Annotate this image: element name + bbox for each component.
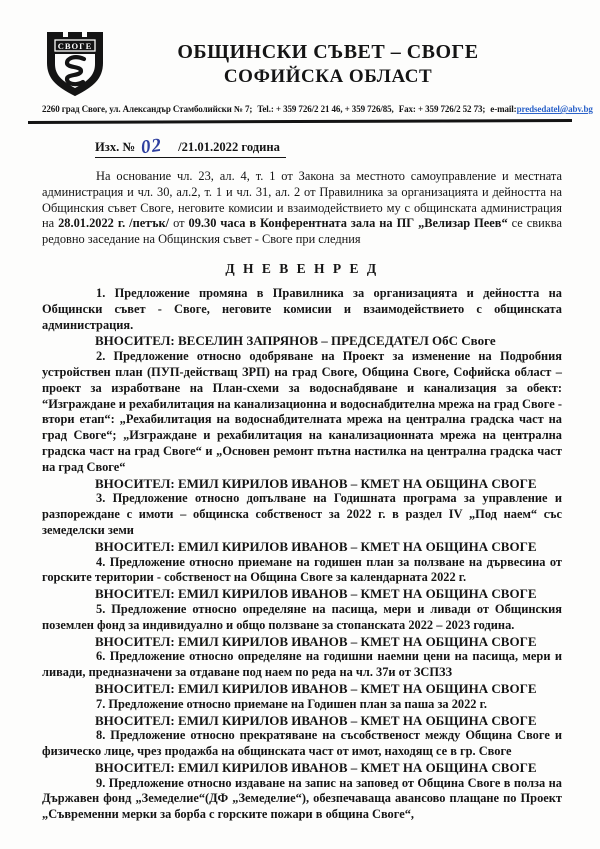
intro-segment: 28.01.2022 г. /петък/ (58, 216, 170, 231)
agenda-item-text: 8. Предложение относно прекратяване на съсобственост между Община Своге и физическо лице, чрез продажба на общинската част от имот, находящ се в гр. Своге (42, 728, 562, 759)
agenda-list (42, 286, 562, 823)
intro-segment: от (169, 216, 189, 231)
agenda-item-submitter: ВНОСИТЕЛ: ЕМИЛ КИРИЛОВ ИВАНОВ – КМЕТ НА ОБЩИНА СВОГЕ (95, 712, 537, 728)
agenda-item-text: 3. Предложение относно допълване на Годишната програма за управление и разпореждане с имоти – общинска собственост за 2022 г. в раздел IV „Под наем“ със земеделски земи (42, 491, 562, 537)
agenda-item-submitter: ВНОСИТЕЛ: ЕМИЛ КИРИЛОВ ИВАНОВ – КМЕТ НА ОБЩИНА СВОГЕ (95, 475, 537, 491)
agenda-item-submitter: ВНОСИТЕЛ: ВЕСЕЛИН ЗАПРЯНОВ – ПРЕДСЕДАТЕЛ ОбС Своге (95, 333, 496, 349)
org-name: ОБЩИНСКИ СЪВЕТ – СВОГЕ (177, 40, 479, 63)
fax-text: Fax: + 359 726/2 52 73; (398, 104, 486, 114)
agenda-item-text: 4. Предложение относно приемане на годишен план за ползване на дървесина от горските територии - собственост на Община Своге за календарната 2022 г. (42, 554, 562, 585)
contact-line (42, 104, 593, 114)
agenda-item-submitter: ВНОСИТЕЛ: ЕМИЛ КИРИЛОВ ИВАНОВ – КМЕТ НА ОБЩИНА СВОГЕ (95, 633, 537, 649)
handwritten-ref-number: 02 (139, 134, 164, 159)
coat-of-arms-logo (42, 30, 108, 98)
email-label: e-mail: (490, 104, 517, 114)
address-text: 2260 град Своге, ул. Александър Стамболийски № 7; (42, 104, 253, 114)
shield-icon (44, 30, 106, 98)
agenda-item-submitter: ВНОСИТЕЛ: ЕМИЛ КИРИЛОВ ИВАНОВ – КМЕТ НА ОБЩИНА СВОГЕ (95, 759, 537, 775)
agenda-item-submitter: ВНОСИТЕЛ: ЕМИЛ КИРИЛОВ ИВАНОВ – КМЕТ НА ОБЩИНА СВОГЕ (95, 586, 537, 602)
intro-segment: се свиква редовно заседание на Общинския съвет - Своге при следния (42, 216, 562, 247)
ref-prefix: Изх. № (95, 140, 136, 154)
agenda-item-submitter: ВНОСИТЕЛ: ЕМИЛ КИРИЛОВ ИВАНОВ – КМЕТ НА ОБЩИНА СВОГЕ (95, 680, 537, 696)
email-link[interactable]: predsedatel@abv.bg (516, 104, 593, 114)
agenda-item-text: 7. Предложение относно приемане на Годишен план за паша за 2022 г. (96, 696, 487, 711)
agenda-heading: Д Н Е В Е Н Р Е Д (225, 260, 379, 276)
agenda-item-text: 9. Предложение относно издаване на запис на заповед от Община Своге в полза на Държавен фонд „Земеделие“(ДФ „Земеделие“), обезпечаваща авансово плащане по Проект „Съвременни мерки за борба с горските пожари в община Своге“, (42, 775, 562, 822)
region-name: СОФИЙСКА ОБЛАСТ (223, 65, 433, 87)
agenda-item-text: 6. Предложение относно определяне на годишни наемни цени на пасища, мери и ливади, предназначени за отдаване под наем по реда на чл. 37и от ЗСПЗЗ (42, 649, 562, 680)
agenda-item-submitter: ВНОСИТЕЛ: ЕМИЛ КИРИЛОВ ИВАНОВ – КМЕТ НА ОБЩИНА СВОГЕ (95, 538, 537, 554)
intro-paragraph (42, 169, 562, 248)
ref-date: /21.01.2022 година (178, 140, 280, 154)
letterhead-titles (124, 41, 562, 88)
telephone-text: Tel.: + 359 726/2 21 46, + 359 726/85, (257, 104, 394, 114)
intro-segment: На основание чл. 23, ал. 4, т. 1 от Закона за местното самоуправление и местната администрация и чл. 30, ал.2, т. 1 и чл. 31, ал. 2 от Правилника за организацията и дейността на Общинския съвет Своге, неговите комисии и взаимодействието му с общинската администрация на (42, 169, 562, 231)
letterhead (42, 30, 562, 98)
intro-segment: 09.30 часа в Конферентната зала на ПГ „Велизар Пеев“ (188, 216, 508, 231)
agenda-item-text: 5. Предложение относно определяне на пасища, мери и ливади от Общинския поземлен фонд за индивидуално и общо ползване за стопанската 2022 – 2023 година. (42, 601, 562, 632)
agenda-item-text: 2. Предложение относно одобряване на Проект за изменение на Подробния устройствен план (ПУП-действащ ЗРП) на град Своге, Община Своге, Софийска област – проект за изработване на План-схеми за водоснабдяване и канализация за обект: “Изграждане и рехабилитация на канализационна и водоснабдителна мрежа на град Своге - втори етап“: „Рехабилитация на водоснабдителната мрежа на централна градска част на град Своге“; „Изграждане и рехабилитация на канализационната мрежа на централна градска част на град Своге“ и „Основен ремонт пътна настилка на централна градска част на град Своге“ (42, 349, 562, 474)
svg-text:СВОГЕ: СВОГЕ (57, 41, 93, 51)
agenda-item-text: 1. Предложение промяна в Правилника за организацията и дейността на Общински съвет - Своге, неговите комисии и взаимодействието с общинската администрация. (42, 285, 562, 332)
reference-line (95, 134, 286, 159)
